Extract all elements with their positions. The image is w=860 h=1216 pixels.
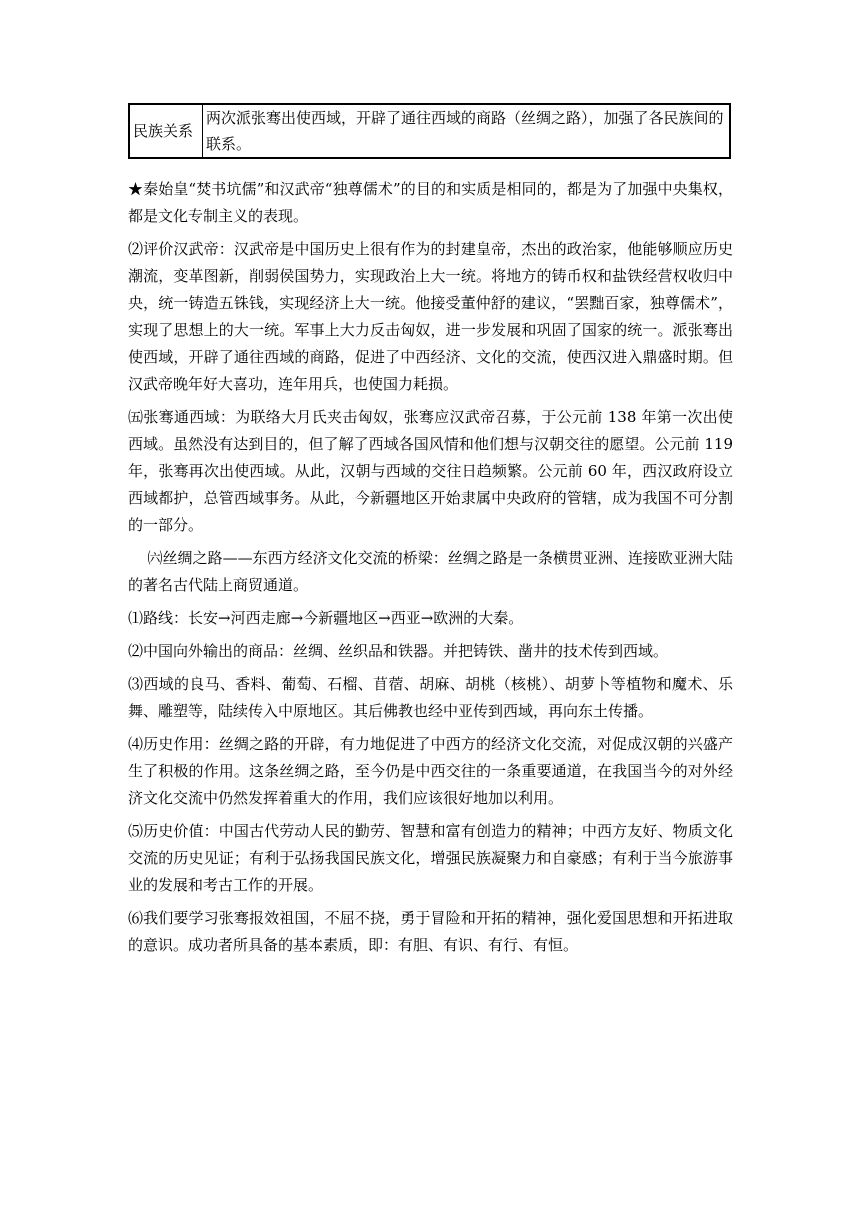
paragraph-evaluate-wudi: ⑵评价汉武帝：汉武帝是中国历史上很有作为的封建皇帝，杰出的政治家，他能够顺应历史潮流，变革图新，削弱侯国势力，实现政治上大一统。将地方的铸币权和盐铁经营权收归中央，统一铸造五铢钱，实现经济上大一统。他接受董仲舒的建议，“罢黜百家，独尊儒术”，实现了思想上的大一统。军事上大力反击匈奴，进一步发展和巩固了国家的统一。派张骞出使西域，开辟了通往西域的商路，促进了中西经济、文化的交流，使西汉进入鼎盛时期。但汉武帝晚年好大喜功，连年用兵，也使国力耗损。 (128, 240, 733, 393)
paragraph-zhangqian: ㈤张骞通西域：为联络大月氏夹击匈奴，张骞应汉武帝召募，于公元前 138 年第一次出使西域。虽然没有达到目的，但了解了西域各国风情和他们想与汉朝交往的愿望。公元前 119年，张骞再次出使西域。从此，汉朝与西域的交往日趋频繁。公元前 60 年，西汉政府设立西域都护，总管西域事务。从此，今新疆地区开始隶属中央政府的管辖，成为我国不可分割的一部分。 (128, 408, 733, 534)
document-body (128, 176, 733, 965)
paragraph-historical-role: ⑷历史作用：丝绸之路的开辟，有力地促进了中西方的经济文化交流，对促成汉朝的兴盛产生了积极的作用。这条丝绸之路，至今仍是中西交往的一条重要通道，在我国当今的对外经济文化交流中仍然发挥着重大的作用，我们应该很好地加以利用。 (128, 735, 733, 807)
paragraph-imports: ⑶西域的良马、香料、葡萄、石榴、苜蓿、胡麻、胡桃（核桃）、胡萝卜等植物和魔术、乐舞、雕塑等，陆续传入中原地区。其后佛教也经中亚传到西域，再向东土传播。 (128, 675, 733, 720)
table-row (129, 104, 730, 158)
ethnic-relations-table (128, 103, 731, 159)
paragraph-star-note: ★秦始皇“焚书坑儒”和汉武帝“独尊儒术”的目的和实质是相同的，都是为了加强中央集权，都是文化专制主义的表现。 (128, 180, 733, 225)
paragraph-route: ⑴路线：长安→河西走廊→今新疆地区→西亚→欧洲的大秦。 (128, 609, 524, 627)
table-key-cell: 民族关系 (129, 104, 203, 158)
paragraph-historical-value: ⑸历史价值：中国古代劳动人民的勤劳、智慧和富有创造力的精神；中西方友好、物质文化交流的历史见证；有利于弘扬我国民族文化，增强民族凝聚力和自豪感；有利于当今旅游事业的发展和考古工作的开展。 (128, 822, 733, 894)
paragraph-lesson: ⑹我们要学习张骞报效祖国，不屈不挠，勇于冒险和开拓的精神，强化爱国思想和开拓进取的意识。成功者所具备的基本素质，即：有胆、有识、有行、有恒。 (128, 909, 733, 954)
paragraph-exports: ⑵中国向外输出的商品：丝绸、丝织品和铁器。并把铸铁、凿井的技术传到西域。 (128, 642, 669, 660)
paragraph-silk-road-heading: ㈥丝绸之路——东西方经济文化交流的桥梁：丝绸之路是一条横贯亚洲、连接欧亚洲大陆的著名古代陆上商贸通道。 (128, 549, 733, 594)
table-value-cell: 两次派张骞出使西域，开辟了通往西域的商路（丝绸之路），加强了各民族间的联系。 (203, 104, 731, 158)
